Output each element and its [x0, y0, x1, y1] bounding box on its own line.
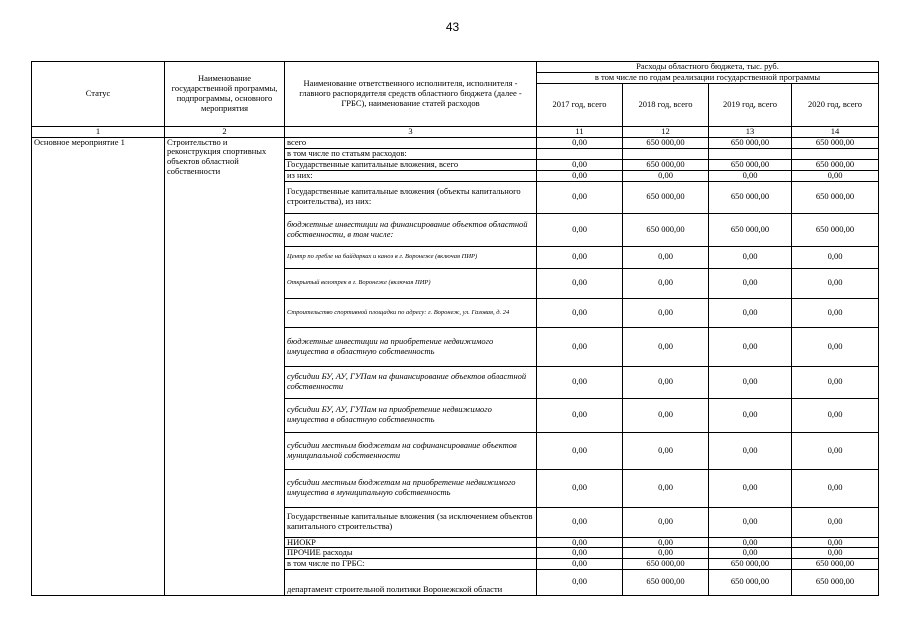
value-2020: 0,00	[792, 366, 879, 398]
row-label: департамент строительной политики Воронежской области	[285, 569, 537, 595]
header-year-2017: 2017 год, всего	[537, 83, 623, 126]
row-label: Государственные капитальные вложения (за исключением объектов капитального строительства)	[285, 507, 537, 537]
col-number: 11	[537, 126, 623, 137]
value-2017: 0,00	[537, 559, 623, 570]
value-2018: 0,00	[623, 366, 709, 398]
row-label: Государственные капитальные вложения, всего	[285, 159, 537, 170]
value-2019: 0,00	[709, 327, 792, 366]
value-2020: 0,00	[792, 327, 879, 366]
value-2019: 0,00	[709, 537, 792, 548]
value-2018	[623, 148, 709, 159]
value-2018: 650 000,00	[623, 137, 709, 148]
value-2017: 0,00	[537, 298, 623, 327]
value-2018: 650 000,00	[623, 159, 709, 170]
value-2020: 0,00	[792, 432, 879, 469]
value-2017: 0,00	[537, 569, 623, 595]
value-2017: 0,00	[537, 469, 623, 507]
value-2019: 0,00	[709, 298, 792, 327]
value-2017: 0,00	[537, 159, 623, 170]
value-2017: 0,00	[537, 268, 623, 298]
header-expenses: Расходы областного бюджета, тыс. руб.	[537, 62, 879, 73]
value-2020: 0,00	[792, 246, 879, 268]
value-2020: 650 000,00	[792, 181, 879, 213]
value-2018: 650 000,00	[623, 559, 709, 570]
value-2019: 0,00	[709, 366, 792, 398]
value-2020: 650 000,00	[792, 159, 879, 170]
value-2020: 0,00	[792, 548, 879, 559]
value-2017: 0,00	[537, 327, 623, 366]
value-2020: 650 000,00	[792, 559, 879, 570]
value-2018: 0,00	[623, 246, 709, 268]
value-2019: 0,00	[709, 246, 792, 268]
page-number: 43	[445, 20, 460, 34]
value-2018: 0,00	[623, 548, 709, 559]
value-2017: 0,00	[537, 181, 623, 213]
value-2020: 650 000,00	[792, 569, 879, 595]
value-2018: 650 000,00	[623, 569, 709, 595]
col-number: 14	[792, 126, 879, 137]
value-2018: 0,00	[623, 507, 709, 537]
program-cell: Строительство и реконструкция спортивных объектов областной собственности	[165, 137, 285, 595]
value-2018: 650 000,00	[623, 213, 709, 246]
row-label: Строительство спортивной площадки по адресу: г. Воронеж, ул. Газовая, д. 24	[285, 298, 537, 327]
value-2017	[537, 148, 623, 159]
row-label: Открытый велотрек в г. Воронеже (включая ПИР)	[285, 268, 537, 298]
value-2019: 650 000,00	[709, 159, 792, 170]
value-2019: 0,00	[709, 398, 792, 432]
value-2018: 0,00	[623, 268, 709, 298]
value-2020: 650 000,00	[792, 137, 879, 148]
value-2019: 0,00	[709, 432, 792, 469]
row-label: субсидии БУ, АУ, ГУПам на приобретение недвижимого имущества в областную собственность	[285, 398, 537, 432]
value-2018: 0,00	[623, 170, 709, 181]
value-2019: 650 000,00	[709, 559, 792, 570]
header-responsible: Наименование ответственного исполнителя, исполнителя - главного распорядителя средств областного бюджета (далее - ГРБС), наименование статей расходов	[285, 62, 537, 127]
value-2019: 650 000,00	[709, 213, 792, 246]
col-number: 3	[285, 126, 537, 137]
value-2020	[792, 148, 879, 159]
header-year-2019: 2019 год, всего	[709, 83, 792, 126]
value-2020: 0,00	[792, 537, 879, 548]
status-cell: Основное мероприятие 1	[32, 137, 165, 595]
value-2018: 0,00	[623, 298, 709, 327]
budget-table	[31, 61, 879, 596]
header-year-2020: 2020 год, всего	[792, 83, 879, 126]
value-2018: 0,00	[623, 537, 709, 548]
value-2019: 0,00	[709, 507, 792, 537]
value-2019: 0,00	[709, 548, 792, 559]
value-2020: 0,00	[792, 398, 879, 432]
value-2019: 650 000,00	[709, 137, 792, 148]
value-2019	[709, 148, 792, 159]
value-2019: 650 000,00	[709, 181, 792, 213]
row-label: в том числе по ГРБС:	[285, 559, 537, 570]
row-label: бюджетные инвестиции на финансирование объектов областной собственности, в том числе:	[285, 213, 537, 246]
value-2020: 0,00	[792, 170, 879, 181]
value-2017: 0,00	[537, 246, 623, 268]
row-label: ПРОЧИЕ расходы	[285, 548, 537, 559]
value-2018: 0,00	[623, 327, 709, 366]
value-2019: 0,00	[709, 170, 792, 181]
value-2017: 0,00	[537, 170, 623, 181]
col-number: 13	[709, 126, 792, 137]
header-years-subgroup: в том числе по годам реализации государственной программы	[537, 72, 879, 83]
row-label: бюджетные инвестиции на приобретение недвижимого имущества в областную собственность	[285, 327, 537, 366]
value-2018: 0,00	[623, 398, 709, 432]
value-2017: 0,00	[537, 213, 623, 246]
value-2020: 0,00	[792, 469, 879, 507]
row-label: субсидии БУ, АУ, ГУПам на финансирование объектов областной собственности	[285, 366, 537, 398]
value-2017: 0,00	[537, 398, 623, 432]
value-2017: 0,00	[537, 137, 623, 148]
value-2017: 0,00	[537, 507, 623, 537]
row-label: субсидии местным бюджетам на софинансирование объектов муниципальной собственности	[285, 432, 537, 469]
value-2017: 0,00	[537, 432, 623, 469]
row-label: НИОКР	[285, 537, 537, 548]
value-2018: 0,00	[623, 432, 709, 469]
col-number: 2	[165, 126, 285, 137]
header-program-name: Наименование государственной программы, подпрограммы, основного мероприятия	[165, 62, 285, 127]
row-label: субсидии местным бюджетам на приобретение недвижимого имущества в муниципальную собственность	[285, 469, 537, 507]
value-2018: 650 000,00	[623, 181, 709, 213]
col-number: 12	[623, 126, 709, 137]
row-label: в том числе по статьям расходов:	[285, 148, 537, 159]
value-2017: 0,00	[537, 366, 623, 398]
value-2018: 0,00	[623, 469, 709, 507]
header-status: Статус	[32, 62, 165, 127]
value-2019: 0,00	[709, 268, 792, 298]
row-label: из них:	[285, 170, 537, 181]
value-2020: 0,00	[792, 298, 879, 327]
value-2020: 650 000,00	[792, 213, 879, 246]
value-2019: 0,00	[709, 469, 792, 507]
row-label: всего	[285, 137, 537, 148]
row-label: Государственные капитальные вложения (объекты капитального строительства), из них:	[285, 181, 537, 213]
value-2017: 0,00	[537, 548, 623, 559]
header-year-2018: 2018 год, всего	[623, 83, 709, 126]
value-2020: 0,00	[792, 507, 879, 537]
value-2017: 0,00	[537, 537, 623, 548]
value-2020: 0,00	[792, 268, 879, 298]
value-2019: 650 000,00	[709, 569, 792, 595]
col-number: 1	[32, 126, 165, 137]
row-label: Центр по гребле на байдарках и каноэ в г. Воронеже (включая ПИР)	[285, 246, 537, 268]
